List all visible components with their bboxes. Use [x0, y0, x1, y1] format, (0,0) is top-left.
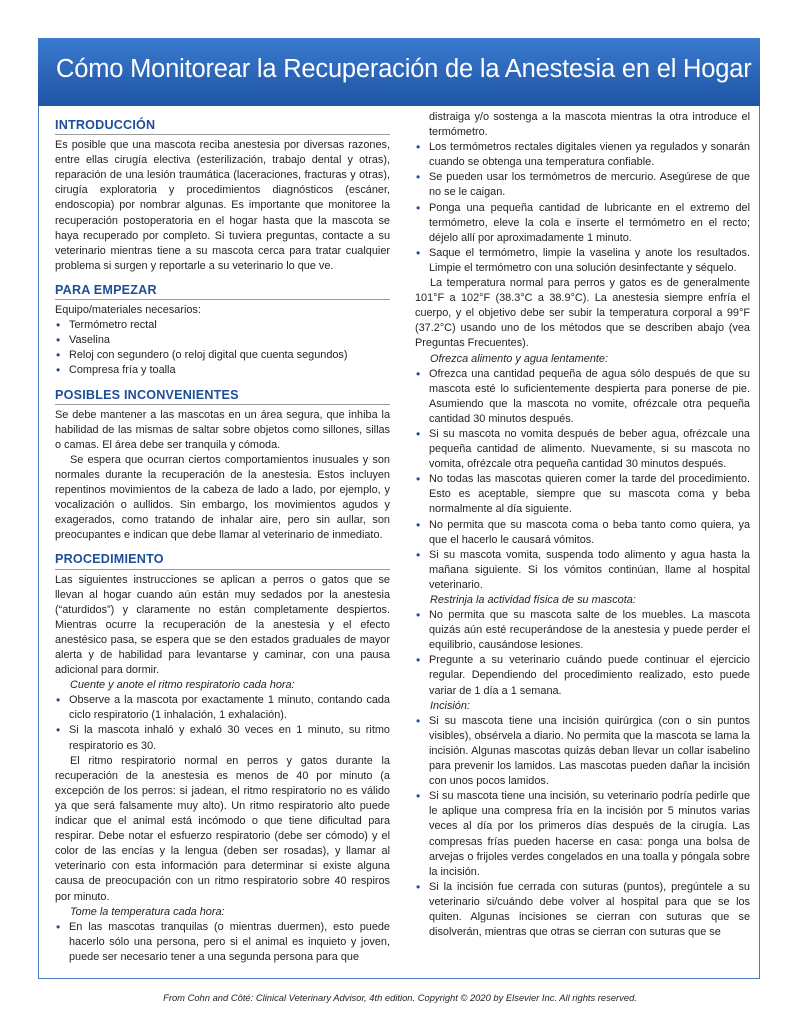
list-item: • Se pueden usar los termómetros de mercurio. Asegúrese de que no se le caigan.	[415, 170, 750, 200]
respiration-list	[55, 693, 390, 753]
list-item: • Ofrezca una cantidad pequeña de agua sólo después de que su mascota esté lo suficientemente despierta para ponerse de pie. Asumiendo que la mascota no vomite, ofrézcale otra pequeña cantidad 30 minutos después.	[415, 367, 750, 427]
list-item: • Reloj con segundero (o reloj digital que cuenta segundos)	[55, 348, 390, 363]
incision-list	[415, 714, 750, 940]
list-item: • Observe a la mascota por exactamente 1 minuto, contando cada ciclo respiratorio (1 inhalación, 1 exhalación).	[55, 693, 390, 723]
food-subheading: Ofrezca alimento y agua lentamente:	[430, 352, 608, 365]
list-item: • Vaselina	[55, 333, 390, 348]
incision-subheading: Incisión:	[430, 699, 470, 712]
temperature-paragraph: La temperatura normal para perros y gatos es de generalmente 101°F a 102°F (38.3°C a 38.9°C). La anestesia siempre enfría el cuerpo, y el objetivo debe ser subir la temperatura corporal a 99°F (37.2°C) usando uno de los métodos que se describen abajo (vea Preguntas Frecuentes).	[415, 277, 750, 350]
list-item: • No permita que su mascota salte de los muebles. La mascota quizás aún esté recuperándose de la anestesia y puede perder el equilibrio, causándose lesiones.	[415, 608, 750, 653]
list-item: • No todas las mascotas quieren comer la tarde del procedimiento. Esto es aceptable, siempre que su mascota coma y beba normalmente al día siguiente.	[415, 472, 750, 517]
copyright-footer: From Cohn and Côté: Clinical Veterinary Advisor, 4th edition. Copyright © 2020 by Elsevier Inc. All rights reserved.	[163, 992, 637, 1003]
start-lead: Equipo/materiales necesarios:	[55, 304, 201, 317]
list-item: • Si su mascota tiene una incisión quirúrgica (con o sin puntos visibles), obsérvela a diario. No permita que la mascota se lama la incisión. Algunas mascotas quizás deban llevar un collar isabelino para prevenir los lamidos. Las mascotas pueden dañar la incisión con unos pocos lamidos.	[415, 714, 750, 789]
list-item: • Si la incisión fue cerrada con suturas (puntos), pregúntele a su veterinario si/cuándo debe volver al hospital para que se los quiten. Algunas incisiones se cierran con suturas que se disolverán, mientras que otras se cierran con suturas que se	[415, 880, 750, 940]
continued-text: distraiga y/o sostenga a la mascota mientras la otra introduce el termómetro.	[429, 111, 750, 139]
right-column	[415, 110, 750, 940]
procedure-paragraph-1: Las siguientes instrucciones se aplican a perros o gatos que se llevan al hogar cuando aún están muy sedados por la anestesia (“aturdidos”) y claramente no están completamente despiertos. Mientras ocurre la recuperación de la anestesia y el efecto anestésico pasa, se espera que se den estados graduales de mayor alerta y de habilidad para levantarse y caminar, con una pausa adicional para dormir.	[55, 573, 390, 677]
temperature-list	[415, 140, 750, 276]
temperature-subheading: Tome la temperatura cada hora:	[70, 905, 225, 918]
intro-paragraph: Es posible que una mascota reciba anestesia por diversas razones, entre ellas cirugía electiva (esterilización, trabajo dental y otras), reparación de una lesión traumática (laceraciones, fracturas y otras), cirugía exploratoria y procedimientos diagnósticos (escáner, endoscopia) por nombrar algunas. Es importante que monitoree la recuperación postoperatoria en el hogar hasta que la mascota se haya recuperado por completo. Si tuviera preguntas, contacte a su veterinario mientras tiene a su mascota cerca para tratar cualquier problema si surgen y reportarle a su veterinario lo que ve.	[55, 139, 390, 272]
list-item: • En las mascotas tranquilas (o mientras duermen), esto puede hacerlo sólo una persona, pero si el animal es inquieto y joven, puede ser necesario tener a una segunda persona para que	[55, 920, 390, 965]
activity-subheading: Restrinja la actividad física de su mascota:	[430, 594, 636, 606]
list-item: • Si su mascota tiene una incisión, su veterinario podría pedirle que le aplique una compresa fría en la incisión por 5 minutos varias veces al día por los primeros días después de la cirugía. Las compresas frías pueden hacerse en casa: ponga una bolsa de arvejas o frijoles verdes congelados en una toalla y póngala sobre la incisión.	[415, 789, 750, 880]
list-item: • Si su mascota no vomita después de beber agua, ofrézcale una pequeña cantidad de alimento. Nuevamente, si su mascota no vomita, ofrézcale otra pequeña cantidad 30 minutos después.	[415, 427, 750, 472]
issues-paragraph-1: Se debe mantener a las mascotas en un área segura, que inhiba la habilidad de las mismas de saltar sobre objetos como sillones, sillas o camas. El área debe ser tranquila y cómoda.	[55, 408, 390, 451]
respiration-subheading: Cuente y anote el ritmo respiratorio cada hora:	[70, 679, 295, 692]
section-heading-start: PARA EMPEZAR	[55, 274, 390, 300]
list-item: • No permita que su mascota coma o beba tanto como quiera, ya que el hacerlo le causará vómitos.	[415, 518, 750, 548]
activity-list	[415, 608, 750, 699]
supplies-list	[55, 318, 390, 378]
issues-paragraph-2: Se espera que ocurran ciertos comportamientos inusuales y son normales durante la recuperación de la anestesia. Estos incluyen repentinos movimientos de la cabeza de lado a lado, por ejemplo, y vocalización o aullidos. Sin embargo, los movimientos agudos y exagerados, como tratando de inhalar aire, pero sin aullar, son preocupantes e indican que debe llamar al veterinario de inmediato.	[55, 453, 390, 542]
food-list	[415, 367, 750, 593]
temperature-list-start	[55, 920, 390, 965]
list-item: • Si la mascota inhaló y exhaló 30 veces en 1 minuto, su ritmo respiratorio es 30.	[55, 723, 390, 753]
list-item: • Termómetro rectal	[55, 318, 390, 333]
procedure-paragraph-2: El ritmo respiratorio normal en perros y gatos durante la recuperación de la anestesia es menos de 40 por minuto (a excepción de los perros: si jadean, el ritmo respiratorio no es válido ya que será falsamente muy alto). Un ritmo respiratorio alto puede indicar que el animal está incómodo o que tiene dificultad para respirar. Debe notar el esfuerzo respiratorio (debe ser cómodo) y el color de las encías y la lengua (deben ser rosadas), y llamar al veterinario con esta información para determinar si existe alguna causa de preocupación con un ritmo respiratorio sobre 40 respiros por minuto.	[55, 754, 390, 903]
section-heading-intro: INTRODUCCIÓN	[55, 108, 390, 135]
list-item: • Pregunte a su veterinario cuándo puede continuar el ejercicio regular. Dependiendo del procedimiento realizado, esto puede variar de 1 día a 1 semana.	[415, 653, 750, 698]
section-heading-issues: POSIBLES INCONVENIENTES	[55, 379, 390, 405]
list-item: • Compresa fría y toalla	[55, 363, 390, 378]
list-item: • Si su mascota vomita, suspenda todo alimento y agua hasta la mañana siguiente. Si los vómitos continúan, llame al hospital veterinario.	[415, 548, 750, 593]
list-item: • Los termómetros rectales digitales vienen ya regulados y sonarán cuando se obtenga una temperatura confiable.	[415, 140, 750, 170]
left-column	[55, 108, 390, 965]
section-heading-procedure: PROCEDIMIENTO	[55, 543, 390, 569]
page-title: Cómo Monitorear la Recuperación de la Anestesia en el Hogar	[56, 55, 752, 83]
list-item: • Ponga una pequeña cantidad de lubricante en el extremo del termómetro, eleve la cola e inserte el termómetro en el recto; déjelo allí por aproximadamente 1 minuto.	[415, 201, 750, 246]
title-banner	[38, 38, 760, 106]
list-item: • Saque el termómetro, limpie la vaselina y anote los resultados. Limpie el termómetro con una solución desinfectante y séquelo.	[415, 246, 750, 276]
